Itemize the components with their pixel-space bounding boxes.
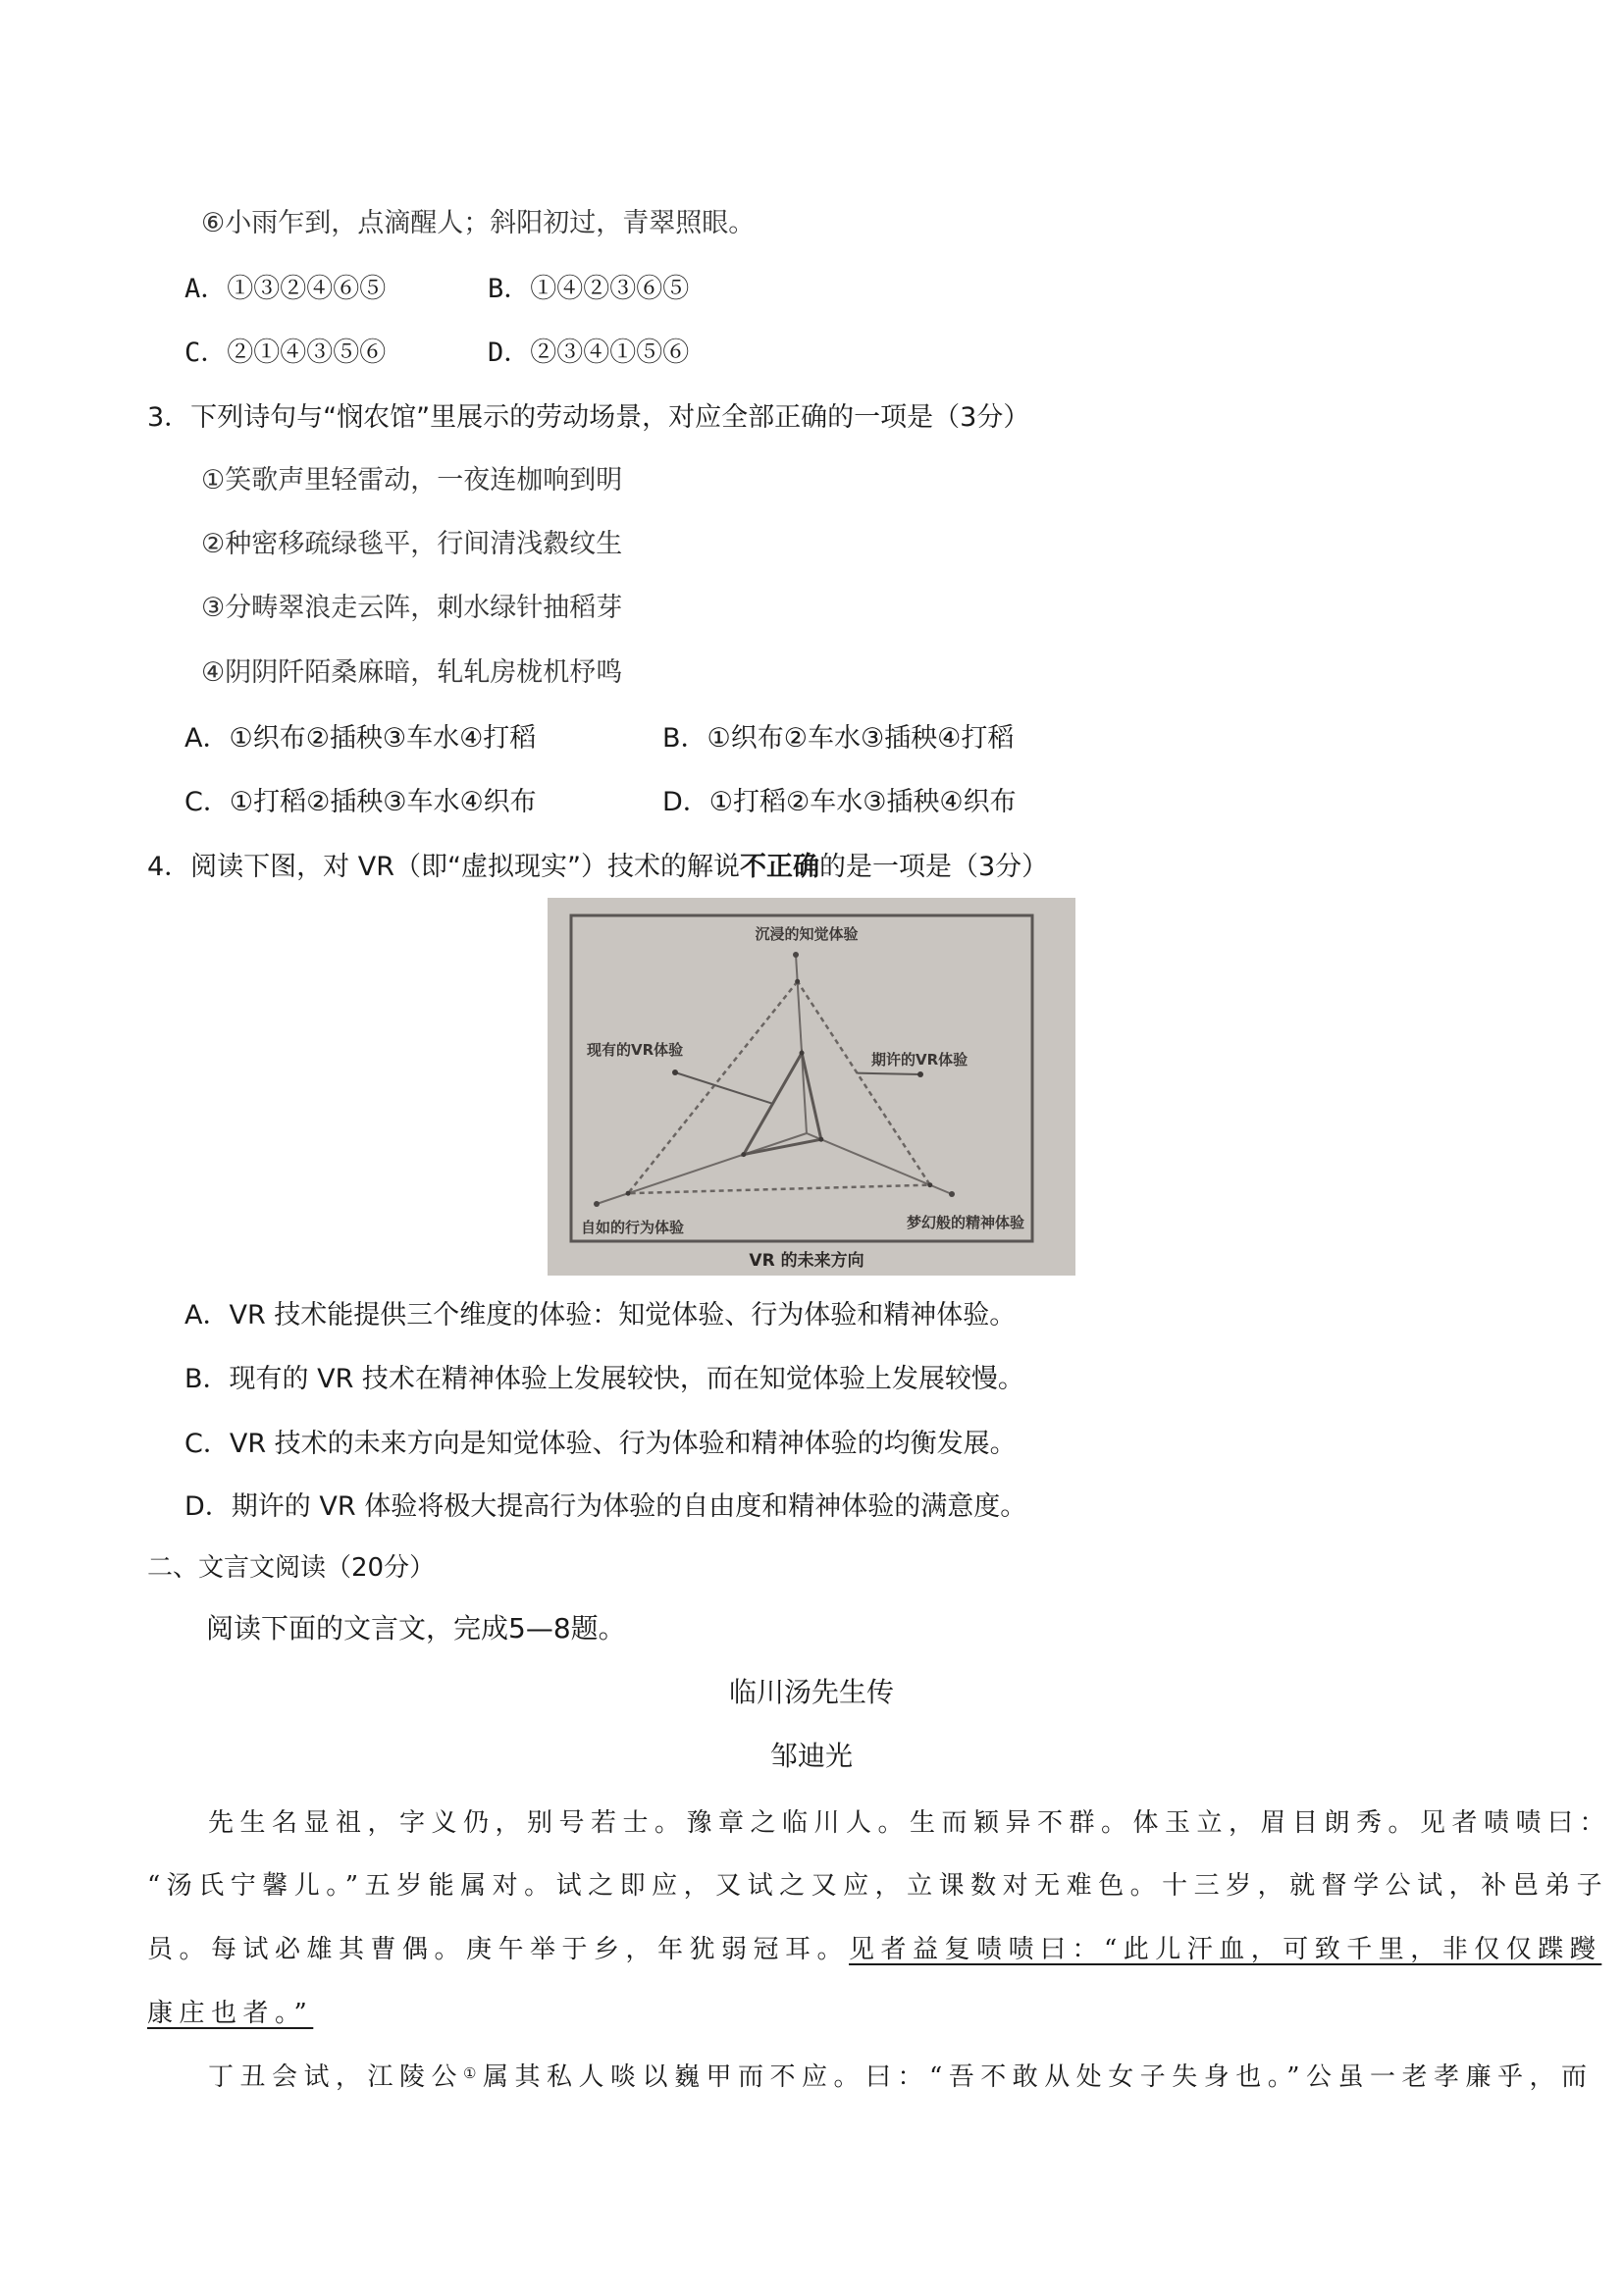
legend-current-vr: 现有的VR体验 (587, 1041, 684, 1059)
option-label: B． (662, 723, 707, 754)
q2-option-d (488, 336, 689, 371)
axis-end-behavior (594, 1201, 600, 1207)
option-label: D． (662, 787, 709, 817)
passage-author: 邹迪光 (769, 1740, 853, 1772)
footnote-marker[interactable]: ① (463, 2064, 483, 2082)
axis-label-perception: 沉浸的知觉体验 (755, 925, 859, 943)
option-label: A． (184, 274, 228, 304)
option-text: ①织布②车水③插秧④打稻 (707, 723, 1015, 754)
q3-item-4: ④阴阴阡陌桑麻暗，轧轧房栊机杼鸣 (201, 657, 623, 688)
series-point (741, 1152, 746, 1157)
option-text: ①③②④⑥⑤ (227, 274, 387, 304)
passage-line-2: “汤氏宁馨儿。”五岁能属对。试之即应，又试之又应，立课数对无难色。十三岁，就督学公试，补邑弟子 (147, 1871, 1609, 1901)
series-point (927, 1182, 932, 1187)
q4-stem-emphasis: 不正确 (739, 852, 819, 882)
option-text: ②③④①⑤⑥ (530, 338, 690, 368)
q4-option-a (184, 1298, 1016, 1333)
q4-option-d (184, 1489, 1026, 1525)
vr-radar-diagram (548, 898, 1075, 1276)
axis-label-spirit: 梦幻般的精神体验 (906, 1214, 1024, 1231)
q3-option-d (662, 785, 1017, 820)
q2-option-a (184, 272, 386, 307)
option-text: VR 技术能提供三个维度的体验：知觉体验、行为体验和精神体验。 (229, 1300, 1017, 1331)
option-label: C． (184, 338, 228, 368)
series-point (795, 979, 800, 984)
option-text: ①打稻②插秧③车水④织布 (229, 787, 537, 817)
option-text: 期许的 VR 体验将极大提高行为体验的自由度和精神体验的满意度。 (231, 1491, 1027, 1522)
option-label: B． (488, 274, 531, 304)
option-label: A． (184, 723, 230, 754)
axis-end-spirit (949, 1191, 955, 1197)
figure-caption: VR 的未来方向 (749, 1251, 864, 1271)
pointer-expected (857, 1073, 920, 1074)
q3-stem: 3．下列诗句与“悯农馆”里展示的劳动场景，对应全部正确的一项是（3分） (147, 402, 1030, 433)
passage-text: 属其私人啖以巍甲而不应。曰：“吾不敢从处女子失身也。”公虽一老孝廉乎，而 (482, 2062, 1594, 2092)
underlined-sentence: 见者益复啧啧曰：“此儿汗血，可致千里，非仅仅蹀躞 (849, 1935, 1602, 1964)
option-text: ①④②③⑥⑤ (530, 274, 690, 304)
pointer-current (675, 1072, 772, 1104)
option-label: D． (488, 338, 531, 368)
passage-line-1: 先生名显祖，字义仍，别号若士。豫章之临川人。生而颖异不群。体玉立，眉目朗秀。见者啧啧曰： (208, 1808, 1612, 1838)
option-label: A． (184, 1300, 230, 1331)
option-label: C． (184, 1429, 230, 1459)
q3-option-c (184, 785, 537, 820)
underlined-sentence-end: 康庄也者。” (147, 1999, 314, 2028)
section-heading: 二、文言文阅读（20分） (147, 1553, 436, 1583)
radar-layer (594, 952, 955, 1207)
q2-option-b (488, 272, 689, 307)
passage-line-3 (147, 1932, 1601, 1967)
pointer-expected-head (917, 1071, 923, 1077)
q4-option-c (184, 1427, 1017, 1462)
passage-line-4 (147, 1996, 313, 2031)
option-text: ①织布②插秧③车水④打稻 (229, 723, 537, 754)
passage-line-5 (208, 2060, 1594, 2095)
q3-option-a (184, 721, 536, 757)
axis-end-perception (793, 952, 799, 958)
option-label: C． (184, 787, 230, 817)
series-polygon-expected (628, 981, 930, 1193)
q2-item-6: ⑥小雨乍到，点滴醒人；斜阳初过，青翠照眼。 (201, 208, 756, 238)
option-text: ②①④③⑤⑥ (227, 338, 387, 368)
axis-label-behavior: 自如的行为体验 (581, 1219, 685, 1236)
q3-item-1: ①笑歌声里轻雷动，一夜连枷响到明 (201, 465, 623, 496)
section-instruction: 阅读下面的文言文，完成5—8题。 (206, 1612, 626, 1644)
passage-title: 临川汤先生传 (728, 1676, 894, 1708)
series-point (818, 1137, 823, 1142)
option-text: 现有的 VR 技术在精神体验上发展较快，而在知觉体验上发展较慢。 (229, 1364, 1024, 1394)
option-label: D． (184, 1491, 232, 1522)
q2-option-c (184, 336, 386, 371)
q3-item-3: ③分畴翠浪走云阵，刺水绿针抽稻芽 (201, 593, 623, 623)
pointer-current-head (672, 1070, 678, 1075)
q4-stem-tail: 的是一项是（3分） (818, 852, 1049, 882)
q4-stem-text: 4．阅读下图，对 VR（即“虚拟现实”）技术的解说 (147, 852, 740, 882)
q3-item-2: ②种密移疏绿毯平，行间清浅縠纹生 (201, 529, 623, 559)
option-text: VR 技术的未来方向是知觉体验、行为体验和精神体验的均衡发展。 (229, 1429, 1017, 1459)
series-point (800, 1051, 805, 1056)
legend-expected-vr: 期许的VR体验 (871, 1051, 969, 1069)
passage-text: 员。每试必雄其曹偶。庚午举于乡，年犹弱冠耳。 (147, 1935, 850, 1964)
q3-option-b (662, 721, 1014, 757)
vr-future-figure (548, 898, 1075, 1276)
q4-stem (147, 850, 1048, 885)
passage-text: 丁丑会试，江陵公 (208, 2062, 464, 2092)
option-label: B． (184, 1364, 230, 1394)
q4-option-b (184, 1362, 1024, 1397)
series-polygon-current (744, 1053, 821, 1155)
series-point (626, 1191, 631, 1196)
option-text: ①打稻②车水③插秧④织布 (708, 787, 1017, 817)
